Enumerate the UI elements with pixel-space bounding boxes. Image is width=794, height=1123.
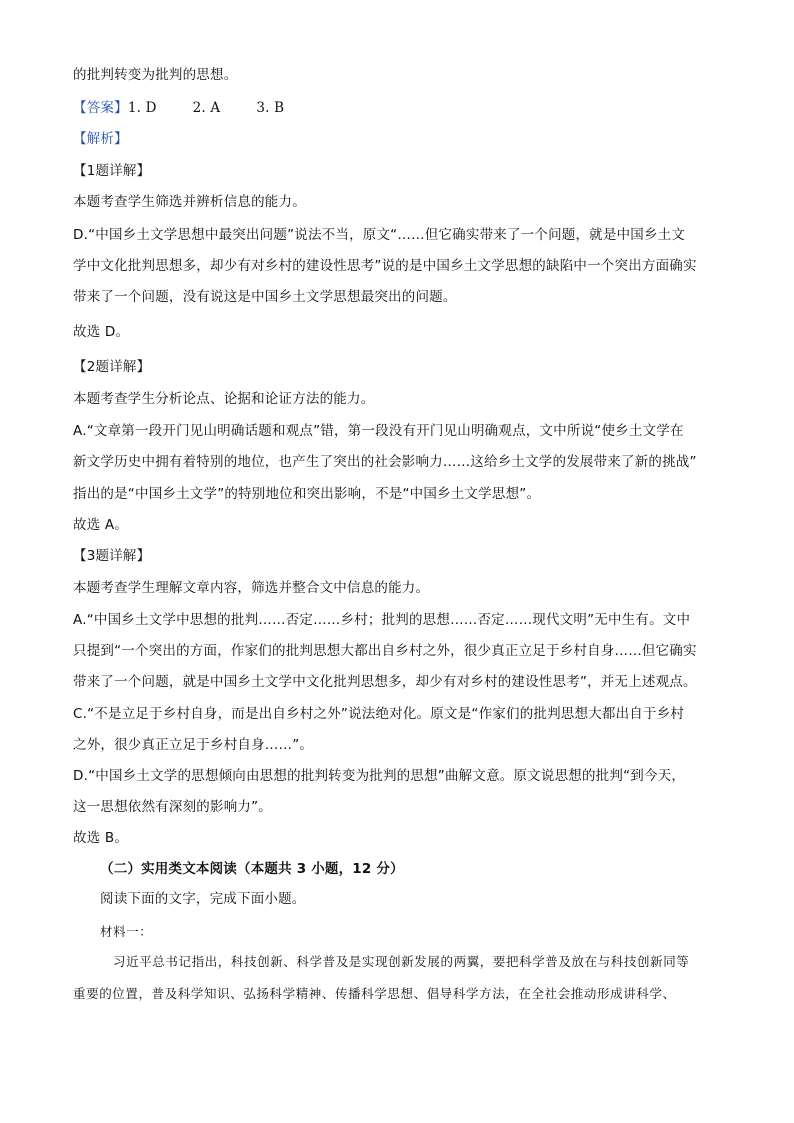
- text-line: 只提到“一个突出的方面，作家们的批判思想大都出自乡村之外，很少真正立足于乡村自身……但它确实: [73, 643, 697, 659]
- answer-2: 2. A: [192, 100, 221, 116]
- answer-3: 3. B: [256, 100, 285, 116]
- text-line: A.“文章第一段开门见山明确话题和观点”错，第一段没有开门见山明确观点，文中所说“使乡土文学在: [73, 423, 684, 439]
- analysis-tag: 【解析】: [73, 131, 128, 147]
- material-label: 材料一：: [100, 924, 153, 939]
- question-2-choice: 故选 A。: [73, 517, 129, 533]
- section-title: （二）实用类文本阅读（本题共 3 小题，12 分）: [100, 861, 404, 877]
- text-line: C.“不是立足于乡村自身，而是出自乡村之外”说法绝对化。原文是“作家们的批判思想大都出自于乡村: [73, 706, 685, 722]
- question-1-heading: 【1题详解】: [73, 163, 151, 179]
- question-3-choice: 故选 B。: [73, 830, 129, 846]
- question-1-intro: 本题考查学生筛选并辨析信息的能力。: [73, 194, 306, 210]
- text-line: 新文学历史中拥有着特别的地位，也产生了突出的社会影响力……这给乡土文学的发展带来了新的挑战”: [73, 454, 697, 470]
- question-3-heading: 【3题详解】: [73, 548, 151, 564]
- text-line: D.“中国乡土文学思想中最突出问题”说法不当，原文“……但它确实带来了一个问题，就是中国乡土文: [73, 227, 686, 243]
- answer-1: 1. D: [127, 100, 157, 116]
- text-line: 之外，很少真正立足于乡村自身……”。: [73, 737, 314, 753]
- text-line: 这一思想依然有深刻的影响力”。: [73, 799, 272, 815]
- question-1-choice: 故选 D。: [73, 324, 130, 340]
- text-line: 学中文化批判思想多，却少有对乡村的建设性思考”说的是中国乡土文学思想的缺陷中一个突出方面确实: [73, 258, 697, 274]
- text-line: 的批判转变为批判的思想。: [73, 67, 238, 83]
- question-3-intro: 本题考查学生理解文章内容，筛选并整合文中信息的能力。: [73, 580, 430, 596]
- section-instruction: 阅读下面的文字，完成下面小题。: [100, 891, 306, 907]
- answer-line: [73, 99, 284, 117]
- question-2-heading: 【2题详解】: [73, 359, 151, 375]
- text-line: 带来了一个问题，就是中国乡土文学中文化批判思想多，却少有对乡村的建设性思考”，并无上述观点。: [73, 674, 697, 690]
- question-2-intro: 本题考查学生分析论点、论据和论证方法的能力。: [73, 391, 375, 407]
- text-line: D.“中国乡土文学的思想倾向由思想的批判转变为批判的思想”曲解文意。原文说思想的批判“到今天，: [73, 768, 686, 784]
- material-text: 习近平总书记指出，科技创新、科学普及是实现创新发展的两翼，要把科学普及放在与科技创新同等: [113, 954, 690, 969]
- text-line: 指出的是“中国乡土文学”的特别地位和突出影响，不是“中国乡土文学思想”。: [73, 486, 541, 502]
- text-line: A.“中国乡土文学中思想的批判……否定……乡村；批判的思想……否定……现代文明”无中生有。文中: [73, 612, 691, 628]
- text-line: 带来了一个问题，没有说这是中国乡土文学思想最突出的问题。: [73, 289, 457, 305]
- answer-tag: 【答案】: [73, 100, 128, 116]
- material-text: 重要的位置，普及科学知识、弘扬科学精神、传播科学思想、倡导科学方法，在全社会推动形成讲科学、: [73, 986, 676, 1001]
